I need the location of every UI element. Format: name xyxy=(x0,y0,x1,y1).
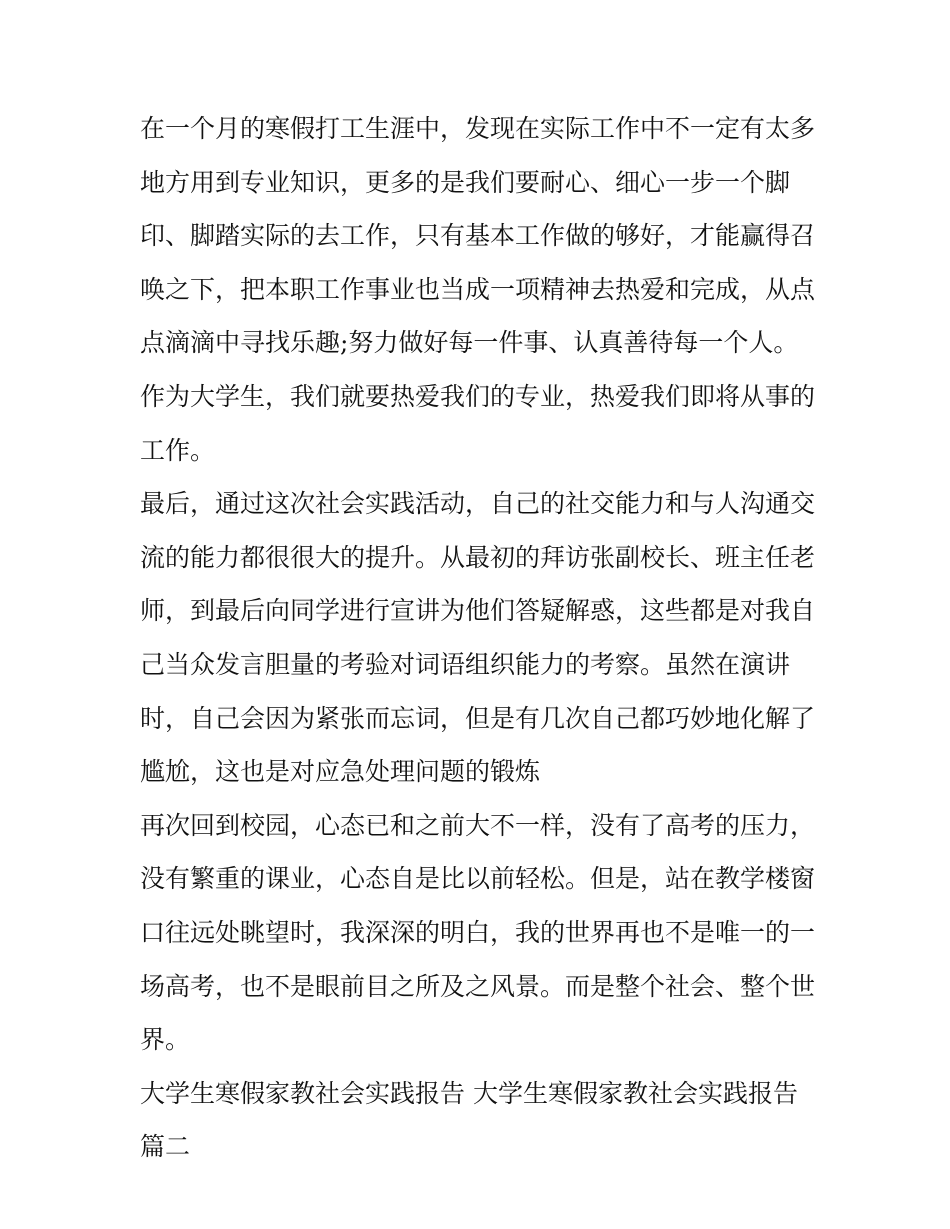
text-line: 流的能力都很很大的提升。从最初的拜访张副校长、班主任老 xyxy=(140,542,816,572)
text-line: 界。 xyxy=(140,1025,191,1055)
text-line: 尴尬，这也是对应急处理问题的锻炼 xyxy=(140,757,541,787)
text-line: 印、脚踏实际的去工作，只有基本工作做的够好，才能赢得召 xyxy=(140,221,816,251)
text-line: 再次回到校园，心态已和之前大不一样，没有了高考的压力， xyxy=(140,810,816,840)
section-subtitle: 篇二 xyxy=(140,1132,191,1162)
text-line: 点滴滴中寻找乐趣;努力做好每一件事、认真善待每一个人。 xyxy=(140,328,799,358)
text-line: 最后，通过这次社会实践活动，自己的社交能力和与人沟通交 xyxy=(140,489,816,519)
text-line: 唤之下，把本职工作事业也当成一项精神去热爱和完成，从点 xyxy=(140,274,816,304)
text-line: 师，到最后向同学进行宣讲为他们答疑解惑，这些都是对我自 xyxy=(140,596,816,626)
text-line: 口往远处眺望时，我深深的明白，我的世界再也不是唯一的一 xyxy=(140,917,816,947)
document-body xyxy=(140,102,816,1174)
text-line: 时，自己会因为紧张而忘词，但是有几次自己都巧妙地化解了 xyxy=(140,703,816,733)
text-line: 作为大学生，我们就要热爱我们的专业，热爱我们即将从事的 xyxy=(140,381,816,411)
text-line: 在一个月的寒假打工生涯中，发现在实际工作中不一定有太多 xyxy=(140,114,816,143)
text-line: 己当众发言胆量的考验对词语组织能力的考察。虽然在演讲 xyxy=(140,649,791,679)
text-line: 没有繁重的课业，心态自是比以前轻松。但是，站在教学楼窗 xyxy=(140,864,816,894)
text-line: 工作。 xyxy=(140,435,216,465)
section-title: 大学生寒假家教社会实践报告 大学生寒假家教社会实践报告 xyxy=(140,1078,798,1108)
text-line: 地方用到专业知识，更多的是我们要耐心、细心一步一个脚 xyxy=(140,167,791,197)
text-line: 场高考，也不是眼前目之所及之风景。而是整个社会、整个世 xyxy=(140,971,816,1001)
